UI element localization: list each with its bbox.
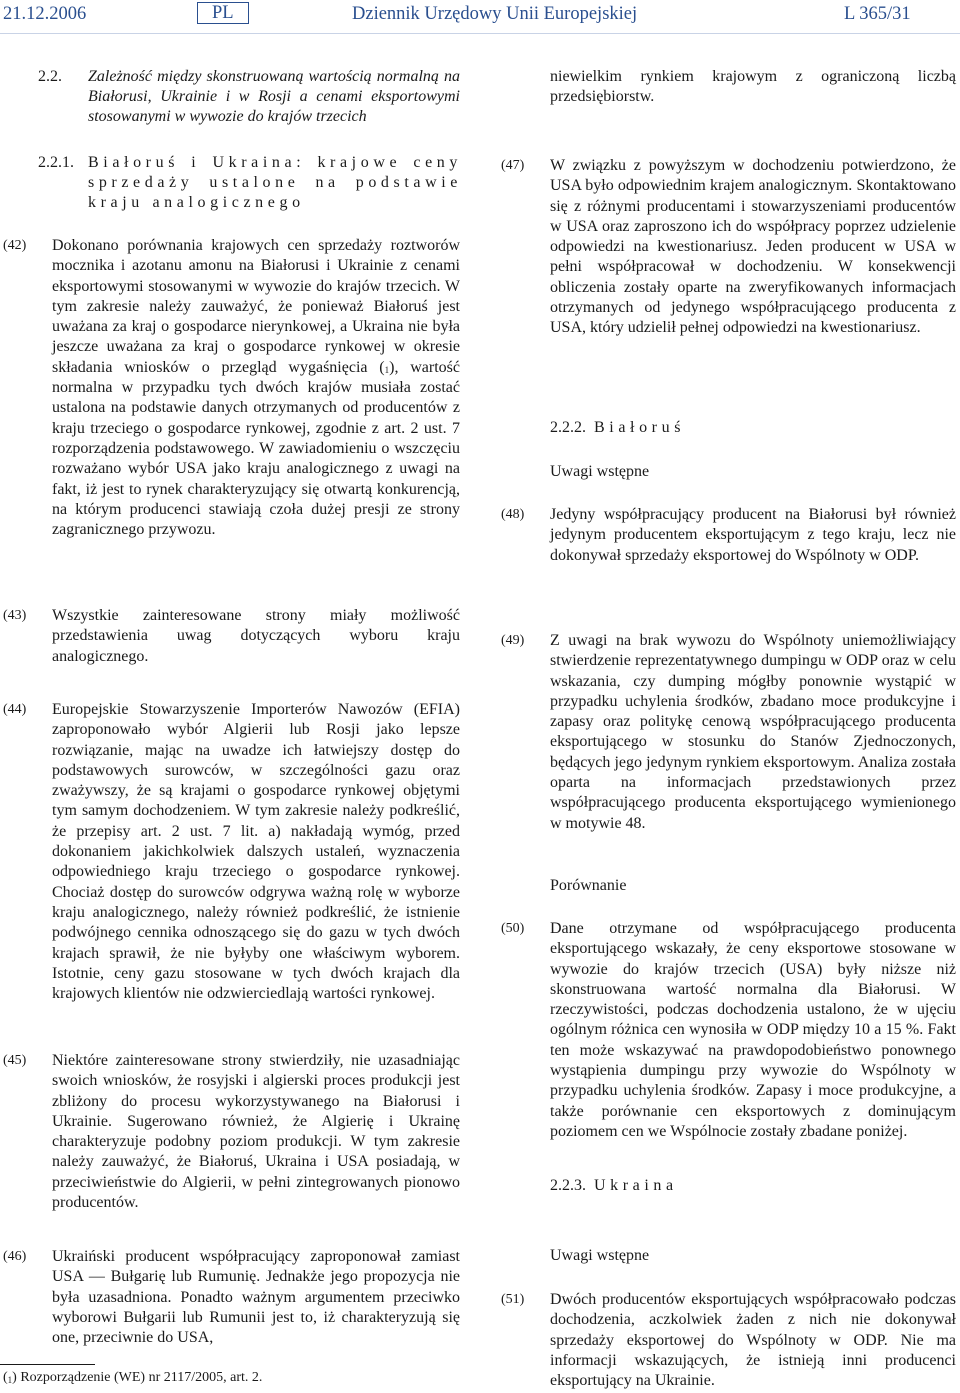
paragraph-43: Wszystkie zainteresowane strony miały możliwość przedstawienia uwag dotyczących wyboru kraju analogicznego.	[52, 607, 460, 665]
subsection-number: 2.2.1.	[38, 154, 74, 171]
paragraph-46: Ukraiński producent współpracujący zaproponował zamiast USA — Bułgarię lub Rumunię. Jednakże jego propozycja nie była uzasadniona. Ponadto ważnym argumentem przeciwko wyborowi Bułgarii lub Rumunii jest to, iż charakteryzują się one, przeciwnie do USA,	[52, 1248, 460, 1347]
journal-title: Dziennik Urzędowy Unii Europejskiej	[352, 4, 638, 24]
para-number: (51)	[501, 1292, 525, 1307]
subsection-heading-belarus: 2.2.2. Białoruś	[550, 419, 686, 436]
paragraph-48: Jedyny współpracujący producent na Białorusi był również jedynym producentem eksportującym z tego kraju, lecz nie dokonywał sprzedaży eksportowej do Wspólnoty w ODP.	[550, 506, 956, 564]
footnote-rule	[0, 1364, 95, 1365]
paragraph-45: Niektóre zainteresowane strony stwierdziły, nie uzasadniając swoich wniosków, że rosyjski i algierski proces produkcji jest zbliżony do procesu wykorzystywanego na Białorusi i Ukrainie. Sugerowano również, że Algierię i Ukrainę charakteryzuje podobny poziom produkcji. W tym zakresie należy zauważyć, że Białoruś, Ukraina i USA posiadają, w przeciwieństwie do Algierii, w pełni zintegrowanych pionowo producentów.	[52, 1052, 460, 1212]
para-number: (49)	[501, 633, 525, 648]
header-rule	[0, 33, 960, 34]
para-number: (44)	[3, 702, 27, 717]
subsection-heading-ukraine: 2.2.3. Ukraina	[550, 1177, 678, 1194]
subheading-comparison: Porównanie	[550, 877, 627, 894]
paragraph-51: Dwóch producentów eksportujących współpracowało podczas dochodzenia, aczkolwiek żaden z nich nie dokonywał sprzedaży eksportowej do Wspólnoty w ODP. Nie ma informacji wskazujących, że istnieją inni producenci eksportujący na Ukrainie.	[550, 1291, 956, 1390]
paragraph-42: Dokonano porównania krajowych cen sprzedaży roztworów mocznika i azotanu amonu na Białorusi i Ukrainie z cenami eksportowymi stosowanymi w wywozie do krajów trzecich. W tym zakresie należy zauważyć, że ponieważ Białoruś jest uważana za kraj o gospodarce nierynkowej, a Ukraina nie była jeszcze uważana za kraj o gospodarce rynkowej w okresie składania wniosków o przegląd wygaśnięcia ($^1$), wartość normalna w przypadku tych dwóch krajów musiała zostać ustalona na podstawie danych otrzymanych od producentów z kraju trzeciego o gospodarce rynkowej, zgodnie z art. 2 ust. 7 rozporządzenia podstawowego. W zawiadomieniu o wszczęciu rozważano wybór USA jako kraju analogicznego z uwagi na fakt, iż jest to rynek charakteryzujący się otwartą konkurencją, na którym producenci stawiają czoła dużej presji ze strony zagranicznego przywozu.	[52, 237, 460, 539]
para-number: (48)	[501, 507, 525, 522]
section-title: Zależność między skonstruowaną wartością normalną na Białorusi, Ukrainie i w Rosji a cenami eksportowymi stosowanymi w wywozie do krajów trzecich	[88, 68, 460, 125]
language-badge: PL	[197, 2, 249, 24]
para-number: (47)	[501, 158, 525, 173]
para-number: (42)	[3, 238, 27, 253]
subheading-preliminary: Uwagi wstępne	[550, 1247, 650, 1264]
page-header	[0, 0, 960, 40]
paragraph-44: Europejskie Stowarzyszenie Importerów Nawozów (EFIA) zaproponowało wybór Algierii lub Rosji jako lepsze rozwiązanie, mając na uwadze ich łatwiejszy dostęp do podstawowych surowców, w szczególności gazu oraz zważywszy, że są krajami o gospodarce rynkowej objętymi tym samym dochodzeniem. W tym zakresie należy podkreślić, że przepisy art. 2 ust. 7 lit. a) nakładają wymóg, przed dokonaniem jakichkolwiek dalszych ustaleń, wyznaczenia odpowiedniego kraju trzeciego o gospodarce rynkowej. Chociaż dostęp do surowców odgrywa ważną rolę w wyborze kraju analogicznego, należy również podkreślić, że istnienie podwójnego cennika odnoszącego się do gazu w tych dwóch krajach sprawił, że nie byłyby one właściwym wyborem. Istotnie, ceny gazu stosowane w tych dwóch krajach dla krajowych klientów nie odzwierciedlają wartości rynkowej.	[52, 701, 460, 1003]
para-number: (43)	[3, 608, 27, 623]
paragraph-50: Dane otrzymane od współpracującego producenta eksportującego wskazały, że ceny eksportowe stosowane w wywozie do krajów trzecich (USA) były niższe niż skonstruowana wartość normalna dla Białorusi. W rzeczywistości, podczas dochodzenia ustalono, że w ujęciu ogólnym różnica cen wynosiła w ODP między 10 a 15 %. Fakt ten może wskazywać na prawdopodobieństwo ponownego wystąpienia dumpingu przy wywozie do Wspólnoty w przypadku uchylenia środków. Zapasy i moce produkcyjne, a także porównanie cen eksportowych z dominującym poziomem cen we Wspólnocie zostały zbadane poniżej.	[550, 920, 956, 1140]
para-number: (50)	[501, 921, 525, 936]
footnote: ($^1$) Rozporządzenie (WE) nr 2117/2005, art. 2.	[3, 1370, 263, 1385]
para-number: (45)	[3, 1053, 27, 1068]
page-reference: L 365/31	[844, 4, 911, 24]
header-date: 21.12.2006	[3, 4, 87, 24]
para-number: (46)	[3, 1249, 27, 1264]
section-number: 2.2.	[38, 68, 62, 85]
paragraph-continuation: niewielkim rynkiem krajowym z ograniczoną liczbą przedsiębiorstw.	[550, 68, 956, 106]
paragraph-47: W związku z powyższym w dochodzeniu potwierdzono, że USA było odpowiednim krajem analogicznym. Skontaktowano się z różnymi producentami i stowarzyszeniami producentów w USA oraz zaproszono ich do współpracy poprzez udzielenie odpowiedzi na kwestionariusz. Jeden producent w USA w pełni współpracował w dochodzeniu. W konsekwencji obliczenia zostały oparte na zweryfikowanych informacjach otrzymanych od jedynego współpracującego producenta z USA, który udzielił pełnej odpowiedzi na kwestionariusz.	[550, 157, 956, 337]
subsection-title: Białoruś i Ukraina: krajowe ceny sprzedaży ustalone na podstawie kraju analogicznego	[88, 154, 462, 211]
paragraph-49: Z uwagi na brak wywozu do Wspólnoty uniemożliwiający stwierdzenie reprezentatywnego dumpingu w ODP oraz w celu wskazania, czy dumping mógłby ponownie wystąpić w przypadku uchylenia środków, zbadano moce produkcyjne i zapasy oraz politykę cenową współpracującego producenta eksportującego w stosunku do Stanów Zjednoczonych, będących jego jedynym rynkiem eksportowym. Analiza została oparta na informacjach przedstawionych przez współpracującego producenta eksportującego wymienionego w motywie 48.	[550, 632, 956, 832]
subheading-preliminary: Uwagi wstępne	[550, 463, 650, 480]
